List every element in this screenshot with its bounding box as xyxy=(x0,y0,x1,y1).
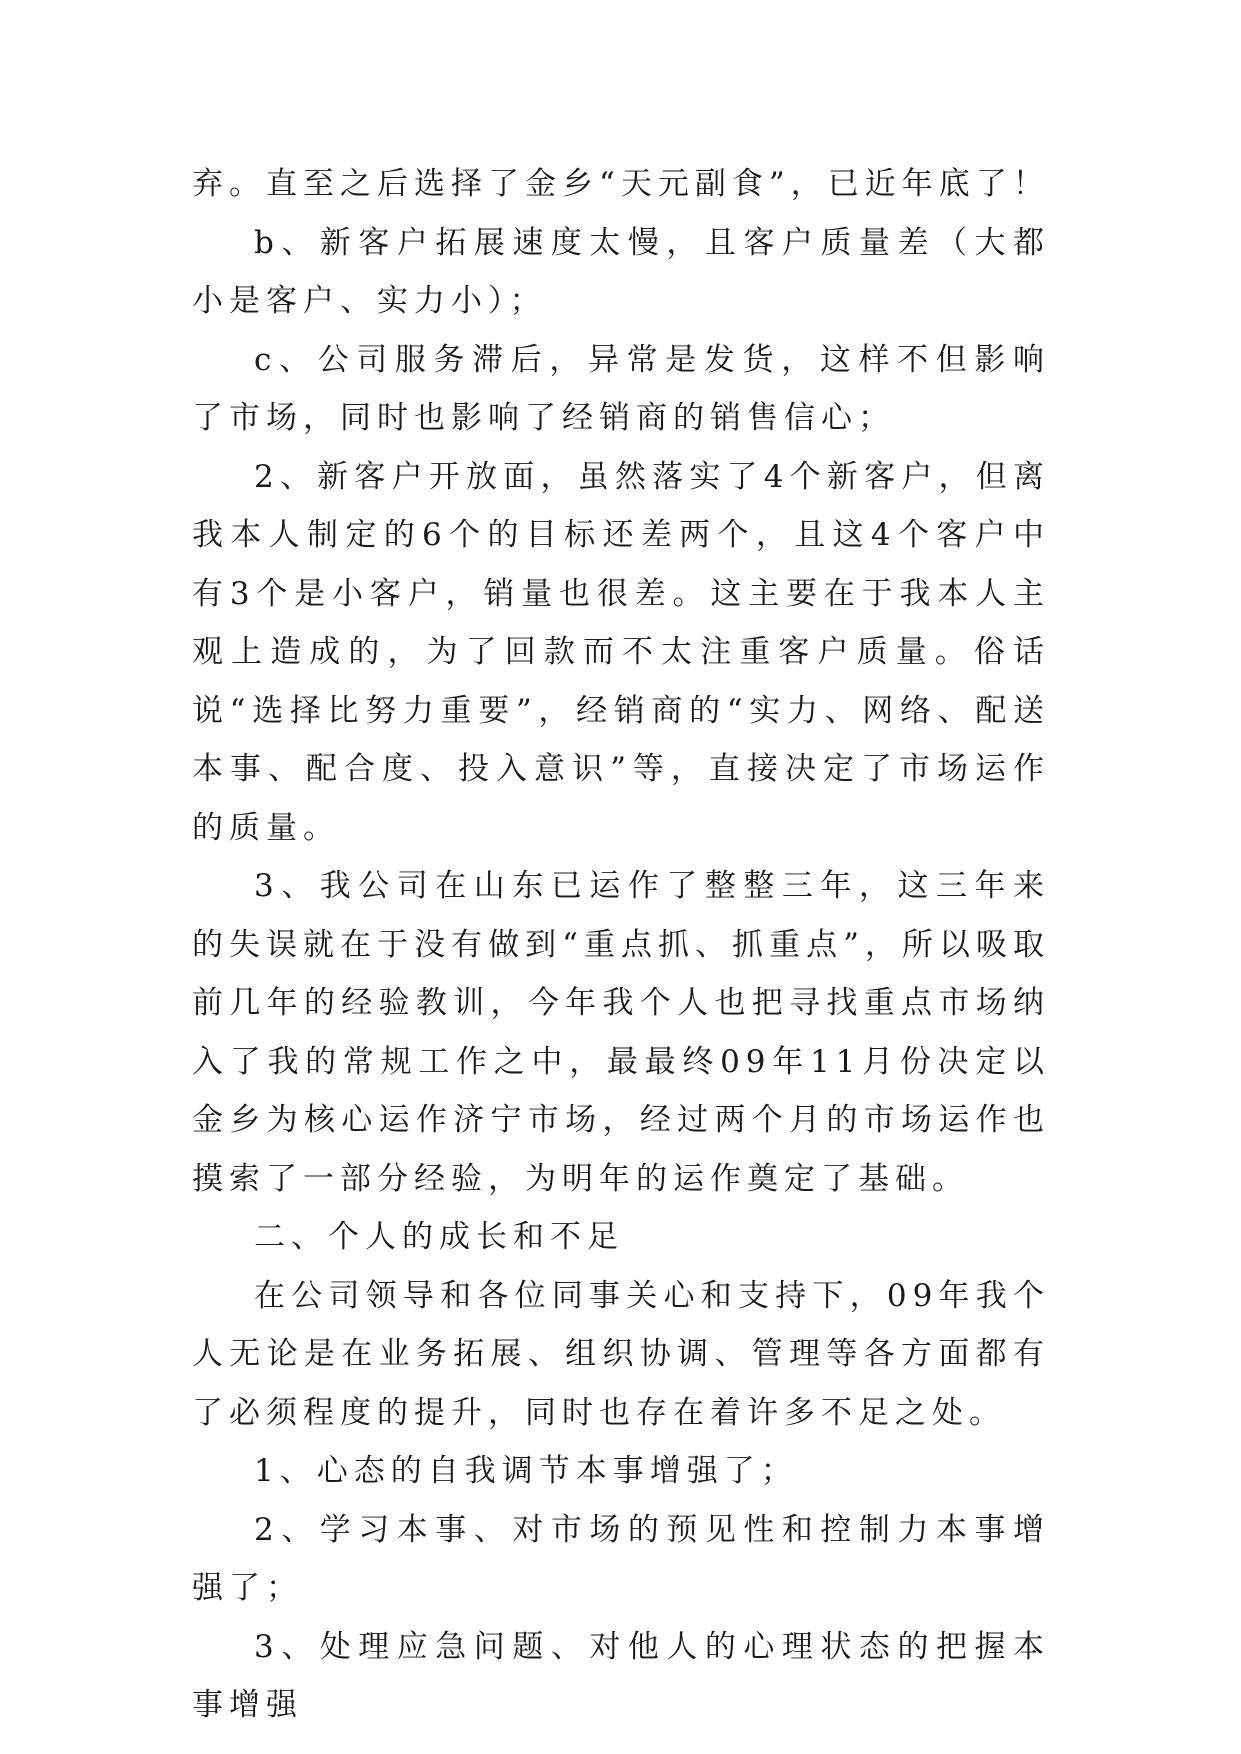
paragraph: 2、新客户开放面，虽然落实了4个新客户，但离我本人制定的6个的目标还差两个，且这4个客户中有3个是小客户，销量也很差。这主要在于我本人主观上造成的，为了回款而不太注重客户质量。俗话说“选择比努力重要”，经销商的“实力、网络、配送本事、配合度、投入意识”等，直接决定了市场运作的质量。 xyxy=(192,458,1050,846)
section-heading: 二、个人的成长和不足 xyxy=(254,1219,624,1255)
list-item: 2、学习本事、对市场的预见性和控制力本事增强了； xyxy=(192,1511,1050,1606)
list-item: 3、处理应急问题、对他人的心理状态的把握本事增强 xyxy=(192,1628,1050,1723)
paragraph: b、新客户拓展速度太慢，且客户质量差（大都小是客户、实力小）； xyxy=(192,224,1050,319)
paragraph: 3、我公司在山东已运作了整整三年，这三年来的失误就在于没有做到“重点抓、抓重点”，所以吸取前几年的经验教训，今年我个人也把寻找重点市场纳入了我的常规工作之中，最最终09年11月份决定以金乡为核心运作济宁市场，经过两个月的市场运作也摸索了一部分经验，为明年的运作奠定了基础。 xyxy=(192,868,1050,1197)
document-body xyxy=(192,155,1050,1735)
paragraph: 在公司领导和各位同事关心和支持下，09年我个人无论是在业务拓展、组织协调、管理等各方面都有了必须程度的提升，同时也存在着许多不足之处。 xyxy=(192,1277,1050,1431)
list-item: 1、心态的自我调节本事增强了； xyxy=(254,1453,798,1489)
paragraph: 弃。直至之后选择了金乡“天元副食”，已近年底了！ xyxy=(192,166,1050,202)
paragraph: c、公司服务滞后，异常是发货，这样不但影响了市场，同时也影响了经销商的销售信心； xyxy=(192,341,1050,436)
